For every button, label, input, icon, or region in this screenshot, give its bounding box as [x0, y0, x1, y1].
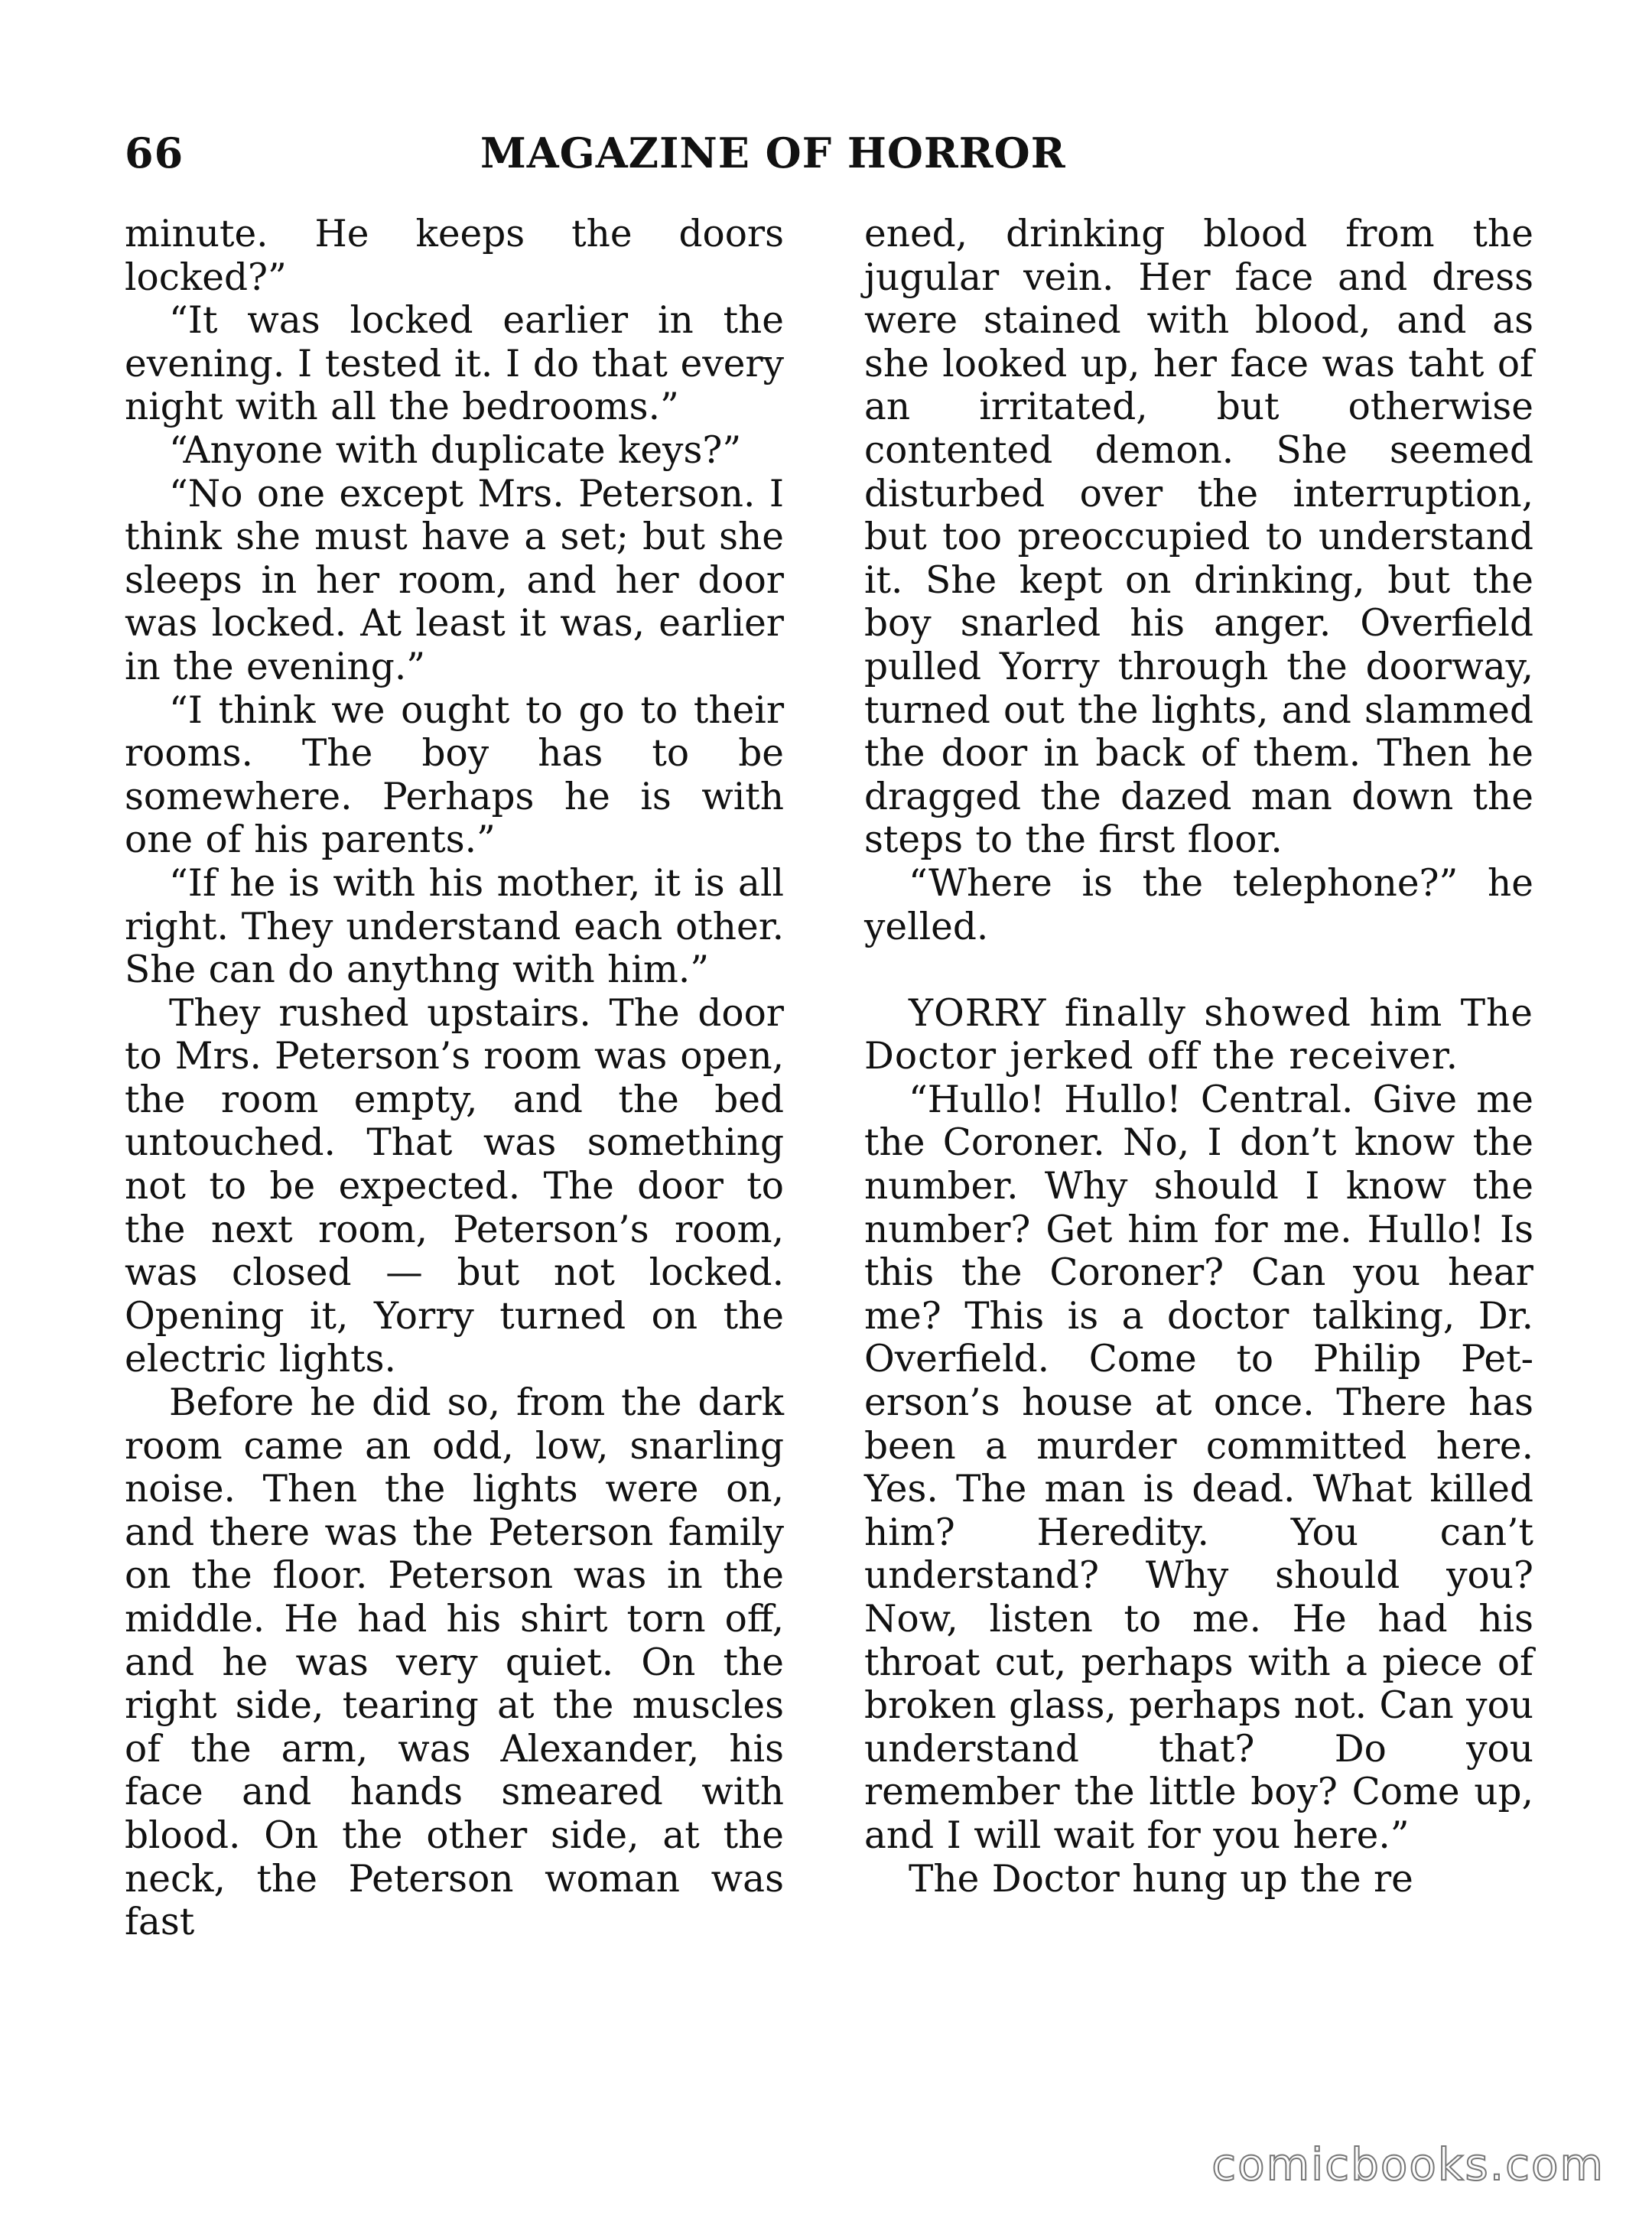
- paragraph: “Where is the telephone?” he yelled.: [864, 861, 1533, 948]
- watermark: comicbooks.com: [1211, 2138, 1605, 2190]
- paragraph: “No one except Mrs. Peterson. I think she must have a set; but she sleeps in her room, and her door was locked. At least it was, earlier in the evening.”: [125, 472, 784, 688]
- section-break: [864, 948, 1533, 992]
- paragraph: ened, drinking blood from the jugular vein. Her face and dress were stained with blood, and as she looked up, her face was taht of an irritated, but otherwise contented demon. She seemed disturbed over the interruption, but too preoccupied to understand it. She kept on drinking, but the boy snarled his anger. Overfield pulled Yorry through the doorway, turned out the lights, and slammed the door in back of them. Then he dragged the dazed man down the steps to the first floor.: [864, 213, 1533, 862]
- paragraph: They rushed upstairs. The door to Mrs. Peterson’s room was open, the room empty, and the bed untouched. That was something not to be expected. The door to the next room, Peterson’s room, was closed — but not locked. Opening it, Yorry turned on the electric lights.: [125, 991, 784, 1381]
- paragraph: “Hullo! Hullo! Central. Give me the Coroner. No, I don’t know the number. Why should I know the number? Get him for me. Hullo! Is this the Coroner? Can you hear me? This is a doctor talking, Dr. Overfield. Come to Philip Peterson’s house at once. There has been a murder committed here. Yes. The man is dead. What killed him? Heredity. You can’t understand? Why should you? Now, listen to me. He had his throat cut, perhaps with a piece of broken glass, perhaps not. Can you understand that? Do you remember the little boy? Come up, and I will wait for you here.”: [864, 1078, 1533, 1857]
- page-number: 66: [125, 128, 184, 177]
- page-header: [125, 119, 1540, 187]
- paragraph: “It was locked earlier in the evening. I tested it. I do that every night with all the bedrooms.”: [125, 299, 784, 429]
- paragraph: The Doctor hung up the re: [909, 1857, 1413, 1901]
- paragraph: minute. He keeps the doors locked?”: [125, 213, 784, 299]
- paragraph: Before he did so, from the dark room came an odd, low, snarling noise. Then the lights were on, and there was the Peterson family on the floor. Peterson was in the middle. He had his shirt torn off, and he was very quiet. On the right side, tearing at the muscles of the arm, was Alexander, his face and hands smeared with blood. On the other side, at the neck, the Peterson woman was fast: [125, 1381, 784, 1944]
- paragraph: “I think we ought to go to their rooms. The boy has to be somewhere. Perhaps he is with one of his parents.”: [125, 688, 784, 862]
- running-head: MAGAZINE OF HORROR: [480, 128, 1066, 177]
- right-text-column: [864, 213, 1533, 1901]
- left-text-column: [125, 213, 784, 1944]
- paragraph: “If he is with his mother, it is all right. They understand each other. She can do anythng with him.”: [125, 861, 784, 992]
- paragraph: “Anyone with duplicate keys?”: [169, 428, 742, 472]
- section-lead-paragraph: YORRY finally showed him The Doctor jerked off the receiver.: [864, 991, 1533, 1078]
